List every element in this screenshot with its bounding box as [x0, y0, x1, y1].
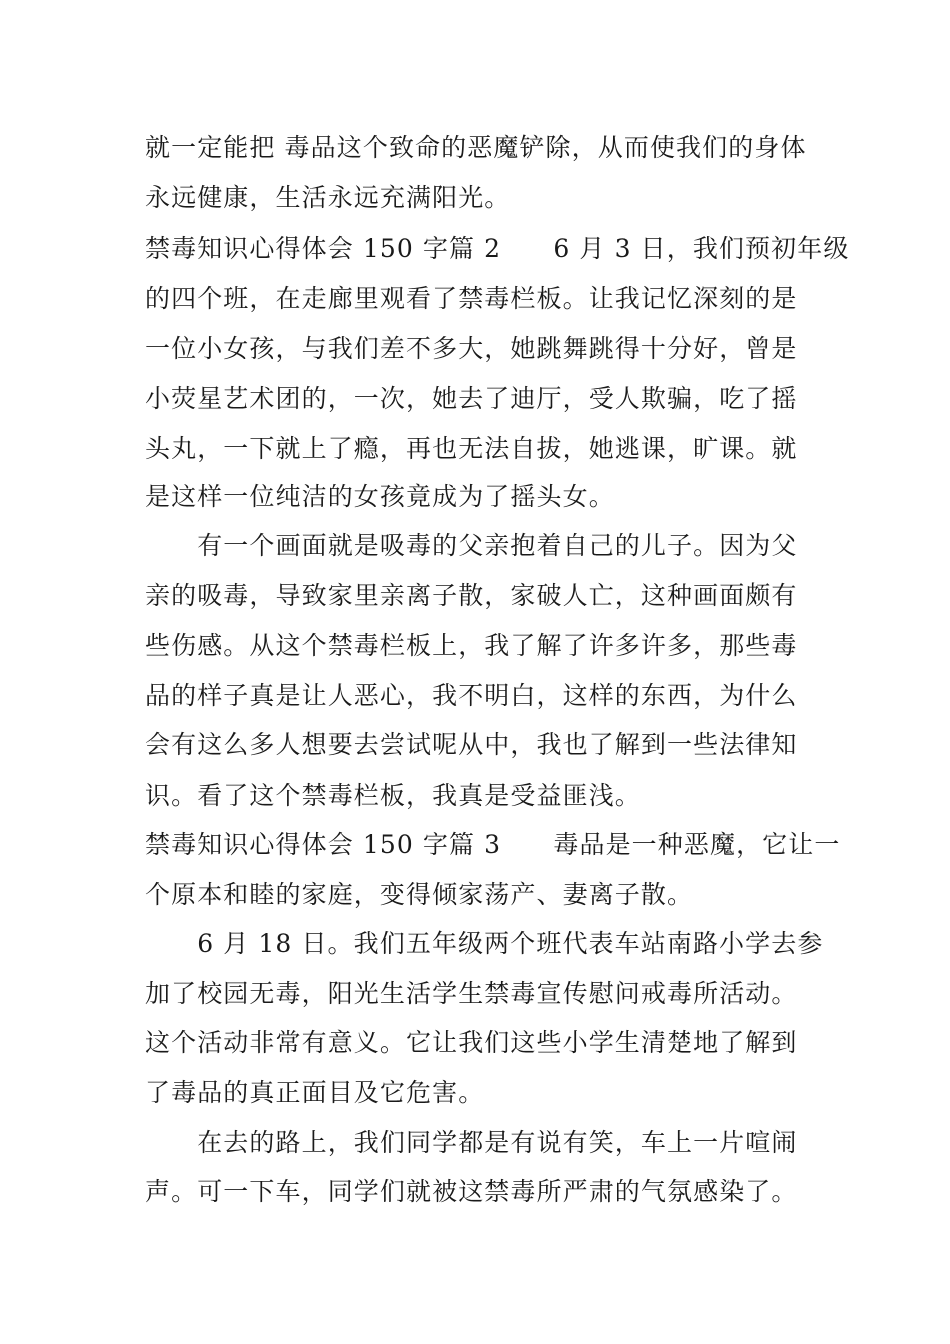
text-line: 永远健康，生活永远充满阳光。	[145, 183, 511, 212]
text-line: 了毒品的真正面目及它危害。	[145, 1078, 485, 1107]
text-line: 禁毒知识心得体会 150 字篇 2 6 月 3 日，我们预初年级	[145, 234, 850, 263]
text-line: 些伤感。从这个禁毒栏板上，我了解了许多许多，那些毒	[145, 631, 798, 660]
text-line: 个原本和睦的家庭，变得倾家荡产、妻离子散。	[145, 880, 694, 909]
text-line: 这个活动非常有意义。它让我们这些小学生清楚地了解到	[145, 1028, 798, 1057]
text-line: 会有这么多人想要去尝试呢从中，我也了解到一些法律知	[145, 730, 798, 759]
text-line: 就一定能把 毒品这个致命的恶魔铲除，从而使我们的身体	[145, 133, 807, 162]
text-line: 头丸，一下就上了瘾，再也无法自拔，她逃课，旷课。就	[145, 434, 798, 463]
text-line: 禁毒知识心得体会 150 字篇 3 毒品是一种恶魔，它让一	[145, 830, 841, 859]
text-line: 亲的吸毒，导致家里亲离子散，家破人亡，这种画面颇有	[145, 581, 798, 610]
text-line: 是这样一位纯洁的女孩竟成为了摇头女。	[145, 482, 615, 511]
text-line: 识。看了这个禁毒栏板，我真是受益匪浅。	[145, 781, 641, 810]
text-line: 有一个画面就是吸毒的父亲抱着自己的儿子。因为父	[145, 531, 798, 560]
text-line: 品的样子真是让人恶心，我不明白，这样的东西，为什么	[145, 681, 798, 710]
text-line: 的四个班，在走廊里观看了禁毒栏板。让我记忆深刻的是	[145, 284, 798, 313]
text-line: 一位小女孩，与我们差不多大，她跳舞跳得十分好，曾是	[145, 334, 798, 363]
text-line: 6 月 18 日。我们五年级两个班代表车站南路小学去参	[145, 929, 824, 958]
text-line: 声。可一下车，同学们就被这禁毒所严肃的气氛感染了。	[145, 1177, 798, 1206]
text-line: 加了校园无毒，阳光生活学生禁毒宣传慰问戒毒所活动。	[145, 979, 798, 1008]
text-line: 在去的路上，我们同学都是有说有笑，车上一片喧闹	[145, 1128, 798, 1157]
text-line: 小荧星艺术团的，一次，她去了迪厅，受人欺骗，吃了摇	[145, 384, 798, 413]
